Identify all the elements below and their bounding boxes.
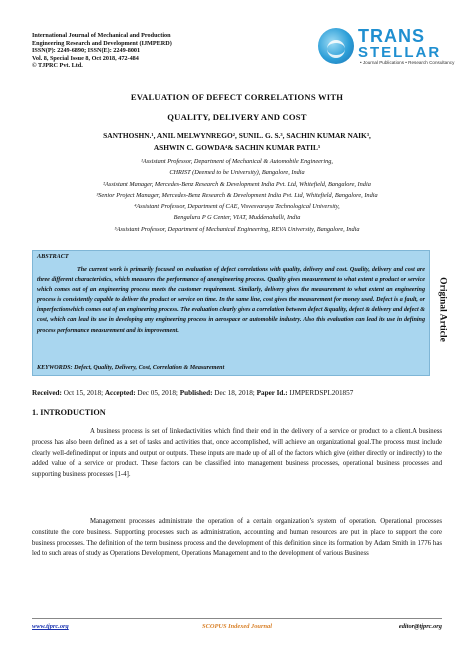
journal-line: ISSN(P): 2249-6890; ISSN(E): 2249-8001	[32, 47, 141, 55]
article-type-text: Original Article	[437, 277, 449, 342]
affiliation-line: ⁵Assistant Professor, Department of Mechanical Engineering, REVA University, Bangalore, India	[114, 225, 360, 233]
journal-line: Vol. 8, Special Issue 8, Oct 2018, 472-484	[32, 54, 139, 62]
received-label: Received:	[32, 389, 62, 397]
published-date: Dec 18, 2018;	[212, 389, 257, 397]
paragraph-1: A business process is set of linkedactivities which find their end in the delivery of a service or product to a client.A business process has also been defined as a set of tasks and activities that, once accomplished, will achieve an organizational goal.The process must include clearly well-definedinput or inputs and output or outputs. These inputs are made up of all of the factors which give (either directly or indirectly) to the added value of a service or product. These factors can be classified into management business processes, operational business processes and supporting business processes [1-4].	[32, 428, 442, 479]
affiliation-line: CHRIST (Deemed to be University), Bangalore, India	[169, 169, 305, 177]
publisher-logo	[318, 24, 455, 68]
published-label: Published:	[179, 389, 213, 397]
abstract-box	[32, 250, 430, 376]
paper-id: IJMPERDSPL201857	[287, 389, 354, 397]
affiliation-line: ¹Assistant Professor, Department of Mechanical & Automobile Engineering,	[141, 158, 333, 165]
affiliations	[0, 156, 474, 235]
logo-text-trans: TRANS	[358, 26, 425, 46]
footer-indexing: SCOPUS Indexed Journal	[202, 623, 272, 630]
paragraph-2: Management processes administrate the operation of a certain organization’s system of operation. Operational processes constitute the core business. Supporting processes such as administration, accounting and human resources are put in place to support the core business processes. The definition of the term business process and the development of this definition since its formation by Adam Smith in 1776 has led to such areas of study as Operations Development, Operations Management and to the development of various Business	[32, 518, 442, 558]
abstract-heading: ABSTRACT	[37, 253, 69, 260]
affiliation-line: Bengaluru P G Center, VIAT, Muddenahalli, India	[173, 214, 301, 222]
journal-line: International Journal of Mechanical and Production	[32, 32, 171, 39]
logo-text-stellar: STELLAR	[358, 44, 442, 61]
abstract-text: The current work is primarily focused on evaluation of defect correlations with quality, delivery and cost. Quality, delivery and cost are three different characteristics, which measures the performance of anengineering process. Quality gives measurement to what extent a product or service which comes out of an engineering process meets the customer requirement. Similarly, delivery gives the measurement to what extent an engineering process is consistently capable to deliver the product or service on time. In the same line, cost gives the measurement for money used. Defect is a fault, or imperfectionwhich comes out of an engineering process. The evaluation clearly gives a correlation between defect &quality, defect & delivery and defect & cost, which can lead its use in developing any engineering process in aerospace or automobile industry. Also this evaluation can lead its use in defining process performance measurement and its improvement.	[37, 267, 425, 334]
journal-line: © TJPRC Pvt. Ltd.	[32, 62, 83, 70]
footer-website-link[interactable]: www.tjprc.org	[32, 623, 69, 630]
affiliation-line: ⁴Assistant Professor, Department of CAE, Visvesvaraya Technological University,	[134, 203, 340, 211]
affiliation-line: ²Assistant Manager, Mercedes-Benz Research & Development India Pvt. Ltd, Whitefield, Bangalore, India	[103, 180, 371, 188]
paper-title-line-1: EVALUATION OF DEFECT CORRELATIONS WITH	[130, 92, 344, 102]
journal-info	[32, 32, 262, 70]
footer-email-link[interactable]: editor@tjprc.org	[398, 623, 442, 630]
globe-logo-icon	[318, 28, 354, 64]
authors-line-2: ASHWIN C. GOWDA⁴& SACHIN KUMAR PATIL⁵	[153, 143, 321, 152]
received-date: Oct 15, 2018;	[61, 389, 105, 397]
authors-line-1: SANTHOSHN.¹, ANIL MELWYNREGO², SUNIL. G. S.³, SACHIN KUMAR NAIK³,	[103, 131, 371, 140]
article-type-label	[428, 252, 454, 372]
journal-line: Engineering Research and Development (IJMPERD)	[32, 39, 172, 47]
accepted-date: Dec 05, 2018;	[135, 389, 180, 397]
section-heading: 1. INTRODUCTION	[32, 408, 106, 417]
affiliation-line: ³Senior Project Manager, Mercedes-Benz Research & Development India Pvt. Ltd, Whitefield, Bangalore, India	[96, 191, 378, 199]
paper-title-line-2: QUALITY, DELIVERY AND COST	[167, 112, 307, 122]
dates-line	[32, 389, 442, 397]
logo-tagline: • Journal Publications • Research Consultancy	[360, 60, 455, 65]
keywords: KEYWORDS: Defect, Quality, Delivery, Cost, Correlation & Measurement	[37, 365, 225, 371]
accepted-label: Accepted:	[104, 389, 136, 397]
footer-divider	[32, 618, 442, 619]
paper-id-label: Paper Id.:	[256, 389, 288, 397]
